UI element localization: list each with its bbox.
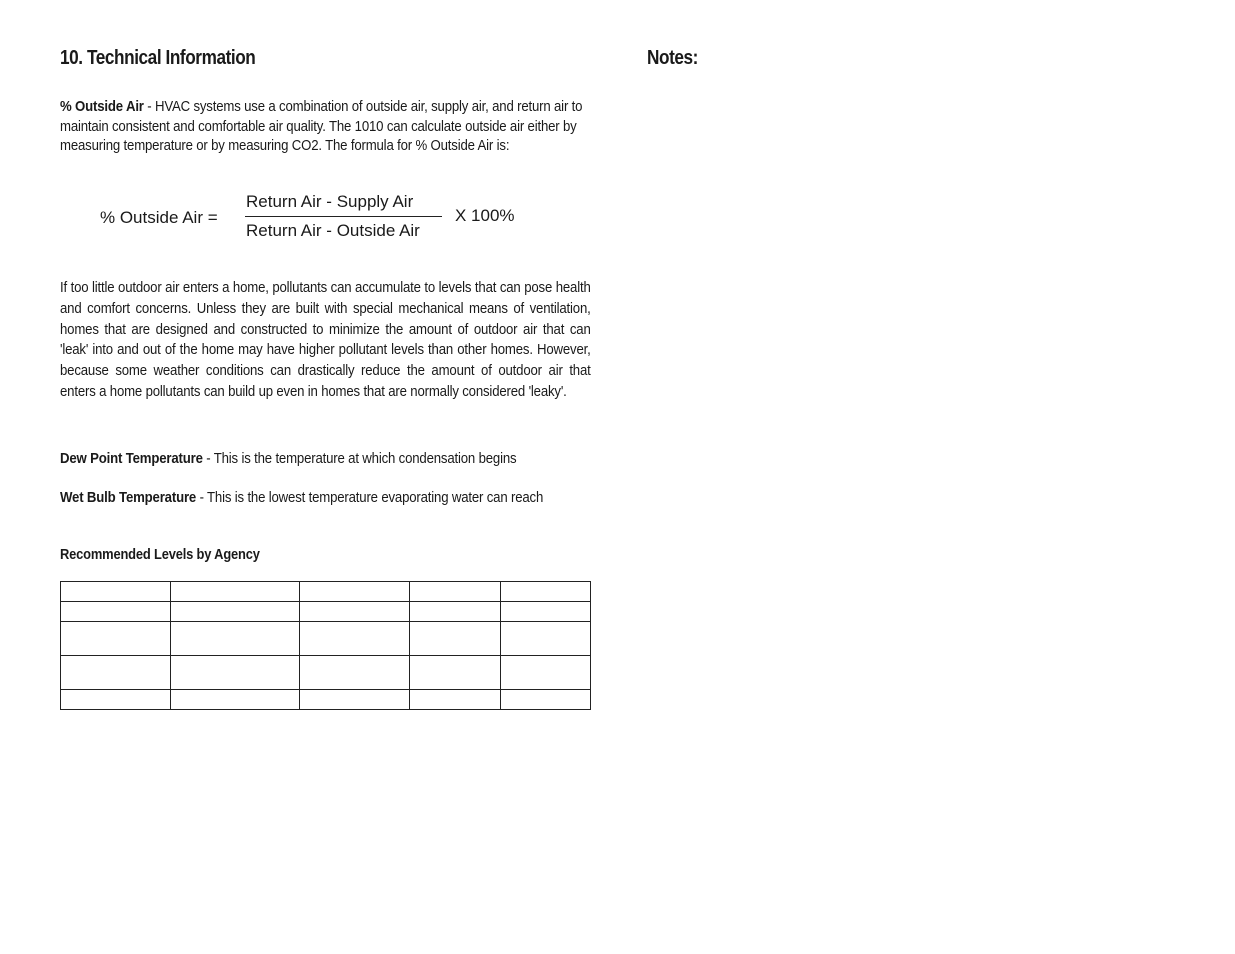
notes-title: Notes: [647, 47, 698, 69]
table-cell [171, 622, 299, 656]
formula-denominator: Return Air - Outside Air [246, 221, 420, 240]
technical-information-column [60, 44, 591, 563]
table-cell [299, 582, 409, 602]
table-cell [61, 602, 171, 622]
table-cell [299, 656, 409, 690]
table-cell [299, 690, 409, 710]
table-cell [500, 602, 591, 622]
table-cell [410, 602, 500, 622]
table-row [61, 690, 591, 710]
table-cell [410, 690, 500, 710]
table-cell [171, 656, 299, 690]
dew-point-text: - This is the temperature at which condensation begins [202, 450, 517, 467]
wet-bulb-term: Wet Bulb Temperature [60, 489, 197, 506]
table-cell [500, 690, 591, 710]
table-cell [500, 622, 591, 656]
table-row [61, 602, 591, 622]
dew-point-term: Dew Point Temperature [60, 450, 203, 467]
table-cell [171, 690, 299, 710]
outside-air-formula [100, 190, 540, 250]
table-cell [61, 582, 171, 602]
recommended-levels-table [60, 581, 591, 710]
table-cell [410, 622, 500, 656]
table-cell [61, 656, 171, 690]
table-cell [410, 656, 500, 690]
dew-point-paragraph [60, 449, 588, 469]
fraction-bar [245, 216, 442, 217]
formula-lhs: % Outside Air = [100, 208, 218, 227]
wet-bulb-text: - This is the lowest temperature evaporating water can reach [196, 489, 544, 506]
table-cell [500, 582, 591, 602]
outside-air-paragraph [60, 97, 588, 156]
table-row [61, 656, 591, 690]
table-cell [410, 582, 500, 602]
indoor-air-paragraph: If too little outdoor air enters a home, pollutants can accumulate to levels that can pose health and comfort concerns. Unless they are built with special mechanical means of ventilation, homes that are designed and constructed to minimize the amount of outdoor air that can 'leak' into and out of the home may have higher pollutant levels than other homes. However, because some weather conditions can drastically reduce the amount of outdoor air that enters a home pollutants can build up even in homes that are normally considered 'leaky'. [60, 279, 591, 400]
recommended-levels-heading: Recommended Levels by Agency [60, 546, 260, 563]
table-cell [61, 622, 171, 656]
table-cell [171, 602, 299, 622]
outside-air-term: % Outside Air [60, 98, 144, 115]
section-title: 10. Technical Information [60, 47, 256, 69]
table-row [61, 622, 591, 656]
formula-multiplier: X 100% [455, 206, 515, 225]
table-cell [500, 656, 591, 690]
table-cell [299, 622, 409, 656]
table-cell [171, 582, 299, 602]
formula-numerator: Return Air - Supply Air [246, 192, 414, 211]
wet-bulb-paragraph [60, 488, 588, 508]
table-cell [299, 602, 409, 622]
table-cell [61, 690, 171, 710]
notes-column [647, 44, 1187, 72]
table-row [61, 582, 591, 602]
outside-air-text: - HVAC systems use a combination of outside air, supply air, and return air to maintain consistent and comfortable air quality. The 1010 can calculate outside air either by measuring temperature or by measuring CO2. The formula for % Outside Air is: [60, 98, 583, 155]
